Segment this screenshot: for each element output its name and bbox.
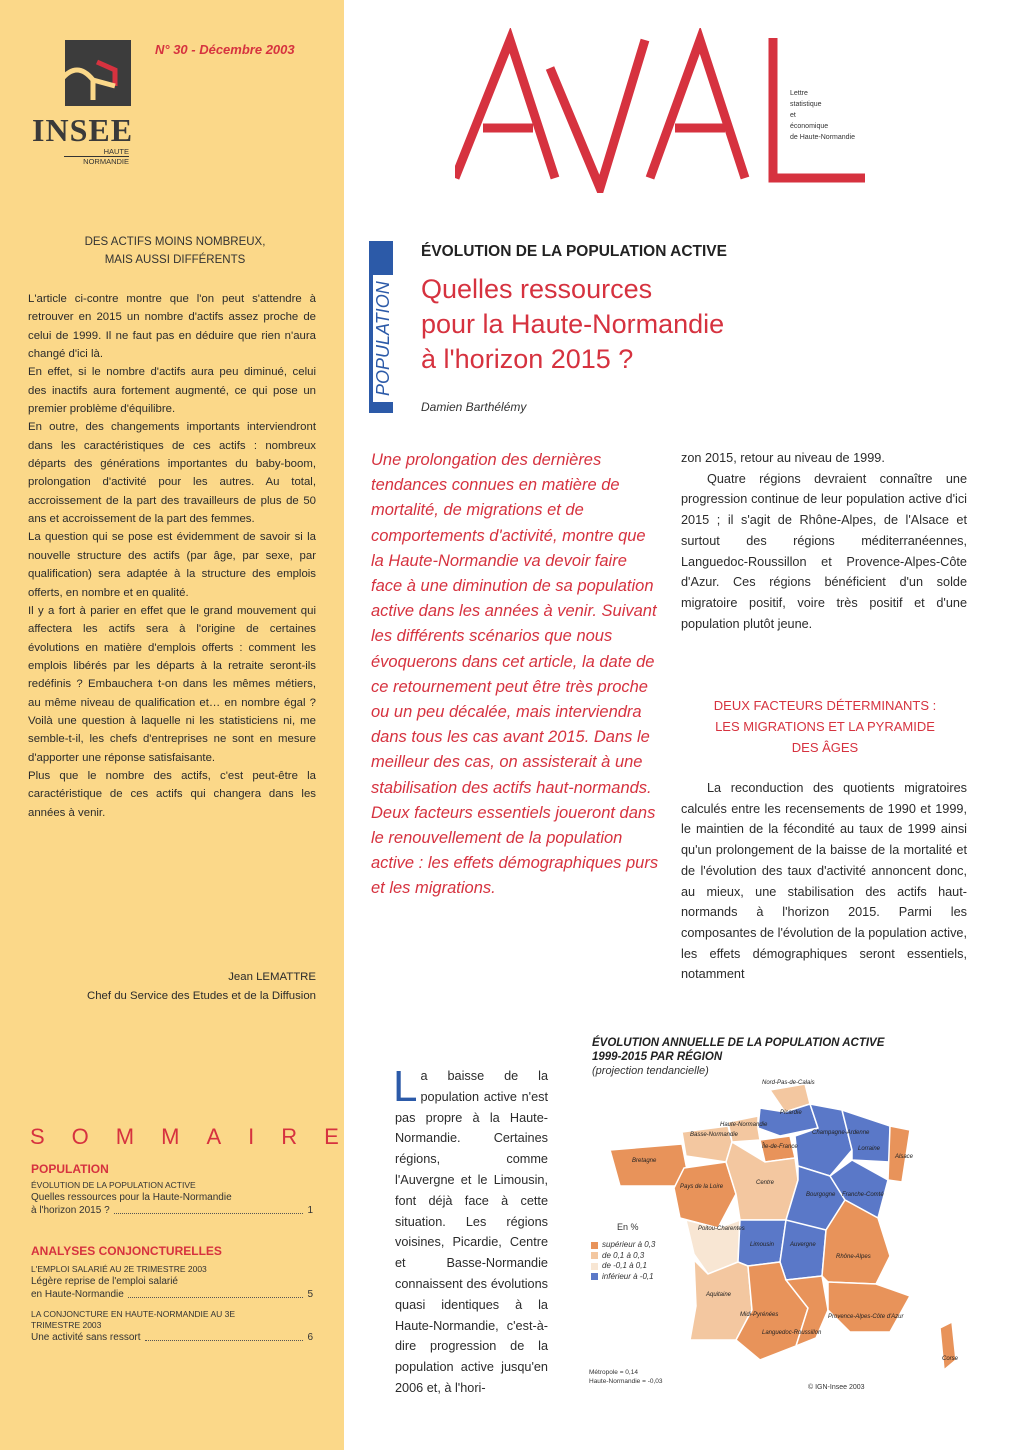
label-pays-de-la-loire: Pays de la Loire xyxy=(680,1184,724,1190)
label-centre: Centre xyxy=(756,1180,775,1186)
article-title: Quelles ressources pour la Haute-Normandie à l'horizon 2015 ? xyxy=(421,274,725,374)
label-nord: Nord-Pas-de-Calais xyxy=(762,1080,815,1086)
label-franche-comte: Franche-Comté xyxy=(842,1192,884,1198)
label-limousin: Limousin xyxy=(750,1242,775,1248)
rubric-label: POPULATION xyxy=(373,275,394,402)
label-ile-de-france: Île-de-France xyxy=(762,1144,798,1150)
label-bretagne: Bretagne xyxy=(632,1158,657,1164)
sommaire-title: SOMMAIRE xyxy=(30,1124,366,1149)
legend-item: inférieur à -0,1 xyxy=(591,1272,655,1283)
insee-wordmark: INSEE xyxy=(32,112,134,148)
editorial-body xyxy=(28,290,316,822)
editorial-paragraph: Plus que le nombre des actifs, c'est peut-être la caractéristique de ces actifs qui changera dans les années à venir. xyxy=(28,769,316,819)
editorial-paragraph: Il y a fort à parier en effet que le grand mouvement qui affectera les actifs sera à l'origine de certaines évolutions en matière d'emplois offerts : comment les emplois libérés par les départs à la retraite seront-ils redéfinis ? Embauchera t-on dans les mêmes métiers, au même niveau de qualification et… en nombre égal ? Voilà une question à laquelle ni les statisticiens ni, me semble-t-il, les chefs d'entreprises ne sont en mesure d'apporter une réponse satisfaisante. xyxy=(28,604,316,764)
sommaire-section-conjoncture: ANALYSES CONJONCTURELLES L'EMPLOI SALARIÉ AU 2E TRIMESTRE 2003 Légère reprise de l'emploi salarié en Haute-Normandie 5 LA CONJONCTURE EN HAUTE-NORMANDIE AU 3E TRIMESTRE 2003 Une activité sans ressort 6 xyxy=(31,1244,313,1343)
sommaire-entry-link[interactable]: en Haute-Normandie 5 xyxy=(31,1289,313,1300)
drop-cap: L xyxy=(393,1062,418,1111)
editorial-signature: Jean LEMATTRE Chef du Service des Etudes et de la Diffusion xyxy=(86,971,316,1002)
article-author: Damien Barthélémy xyxy=(421,400,527,414)
map-subtitle: (projection tendancielle) xyxy=(592,1065,709,1077)
legend-swatch xyxy=(591,1273,598,1280)
region-corse xyxy=(940,1322,956,1370)
label-paca: Provence-Alpes-Côte d'Azur xyxy=(828,1314,904,1320)
label-lorraine: Lorraine xyxy=(858,1146,881,1152)
region-pays-de-la-loire xyxy=(674,1162,736,1228)
editorial-paragraph: En effet, si le nombre d'actifs aura peu diminué, celui des inactifs aura fortement augmenté, ce qui pose un premier problème d'équilibre. xyxy=(28,366,316,416)
label-midi-pyrenees: Midi-Pyrénées xyxy=(740,1312,779,1318)
region-auvergne xyxy=(780,1220,826,1280)
article-column-right-2: La reconduction des quotients migratoires calculés entre les recensements de 1990 et 1999, le maintien de la fécondité au taux de 1999 ainsi qu'un prolongement de la baisse de la mortalité et de l'évolution des taux d'activité annoncent donc, au mieux, une stabilisation des actifs haut-normands à l'horizon 2015. Parmi les composantes de l'évolution de la population active, les effets démographiques seront essentiels, notamment xyxy=(681,781,967,982)
label-picardie: Picardie xyxy=(780,1110,802,1116)
map-legend-title: En % xyxy=(617,1222,639,1232)
region-paca xyxy=(828,1282,910,1332)
sommaire-entry-link[interactable]: Une activité sans ressort 6 xyxy=(31,1332,313,1343)
legend-item: de 0,1 à 0,3 xyxy=(591,1251,655,1262)
aval-subtitle: Lettre statistique et économique de Haute-Normandie xyxy=(790,90,855,141)
insee-logo xyxy=(57,40,135,116)
article-kicker: ÉVOLUTION DE LA POPULATION ACTIVE xyxy=(421,243,727,260)
label-poitou: Poitou-Charentes xyxy=(698,1226,745,1232)
insee-region: HAUTE NORMANDIE xyxy=(64,147,129,166)
article-column-middle: La baisse de la population active n'est pas propre à la Haute-Normandie. Certaines régions, comme l'Auvergne et le Limousin, font déjà face à cette situation. Les régions voisines, Picardie, Centre et Basse-Normandie connaissent des évolutions quasi identiques à la Haute-Normandie, c'est-à-dire progression de la population active jusqu'en 2006 et, à l'hori- xyxy=(393,1062,548,1395)
sommaire-section-population: POPULATION ÉVOLUTION DE LA POPULATION ACTIVE Quelles ressources pour la Haute-Normandie à l'horizon 2015 ? 1 xyxy=(31,1162,313,1216)
map-footnote: Métropole = 0,14 Haute-Normandie = -0,03 xyxy=(589,1369,663,1385)
label-rhone-alpes: Rhône-Alpes xyxy=(836,1254,871,1260)
legend-item: supérieur à 0,3 xyxy=(591,1240,655,1251)
editorial-paragraph: L'article ci-contre montre que l'on peut s'attendre à retrouver en 2015 un nombre d'actifs assez proche de celui de 1999. Il ne faut pas en déduire que rien n'aura changé d'ici là. xyxy=(28,293,316,361)
legend-swatch xyxy=(591,1263,598,1270)
article-intertitle: DEUX FACTEURS DÉTERMINANTS : LES MIGRATIONS ET LA PYRAMIDE DES ÂGES xyxy=(713,698,937,755)
region-haute-normandie xyxy=(728,1116,760,1142)
article-lead: Une prolongation des dernières tendances connues en matière de mortalité, de migrations et de comportements d'activité, montre que la Haute-Normandie va devoir faire face à une diminution de sa population active dans les années à venir. Suivant les différents scénarios que nous évoquerons dans cet article, la date de ce retournement peut être très proche ou un peu décalée, mais interviendra dans tous les cas avant 2015. Dans le meilleur des cas, on assisterait à une stabilisation des actifs haut-normands. Deux facteurs essentiels joueront dans le renouvellement de la population active : les effets démographiques purs et les migrations. xyxy=(371,451,659,898)
label-haute-normandie: Haute-Normandie xyxy=(720,1122,768,1128)
editorial-paragraph: La question qui se pose est évidemment de savoir si la nouvelle structure des actifs (par âge, par sexe, par qualification) sera adaptée à la structure des emplois offerts, en nombre et en qualité. xyxy=(28,531,316,599)
france-regions-map xyxy=(590,1070,970,1400)
editorial-title: DES ACTIFS MOINS NOMBREUX, MAIS AUSSI DIFFÉRENTS xyxy=(84,236,266,266)
map-title: ÉVOLUTION ANNUELLE DE LA POPULATION ACTIVE 1999-2015 PAR RÉGION xyxy=(592,1037,885,1063)
sommaire-entry-link[interactable]: à l'horizon 2015 ? 1 xyxy=(31,1205,313,1216)
map-copyright: © IGN-Insee 2003 xyxy=(808,1384,865,1391)
legend-item: de -0,1 à 0,1 xyxy=(591,1261,655,1272)
label-basse-normandie: Basse-Normandie xyxy=(690,1132,739,1138)
issue-number: N° 30 - Décembre 2003 xyxy=(155,42,295,57)
label-bourgogne: Bourgogne xyxy=(806,1192,836,1198)
article-column-right: zon 2015, retour au niveau de 1999. Quatre régions devraient connaître une progression continue de leur population active d'ici 2015 ; il s'agit de Rhône-Alpes, de l'Alsace et surtout des régions méditerranéennes, Languedoc-Roussillon et Provence-Alpes-Côte d'Azur. Ces régions bénéficient d'un solde migratoire positif, voire très positif et d'une population plutôt jeune. xyxy=(681,451,967,631)
label-aquitaine: Aquitaine xyxy=(706,1292,732,1298)
label-alsace: Alsace xyxy=(895,1154,914,1160)
legend-swatch xyxy=(591,1252,598,1259)
map-legend xyxy=(591,1240,655,1282)
label-corse: Corse xyxy=(942,1356,959,1362)
label-champagne: Champagne-Ardenne xyxy=(812,1130,870,1136)
legend-swatch xyxy=(591,1242,598,1249)
editorial-paragraph: En outre, des changements importants interviendront dans les caractéristiques de ces actifs : nombreux départs des générations importantes du baby-boom, prolongation d'activité pour les autres. Au total, accroissement de la part des travailleurs de plus de 50 ans et accroissement de la part des femmes. xyxy=(28,421,316,526)
label-languedoc: Languedoc-Roussillon xyxy=(762,1330,822,1336)
label-auvergne: Auvergne xyxy=(790,1242,816,1248)
